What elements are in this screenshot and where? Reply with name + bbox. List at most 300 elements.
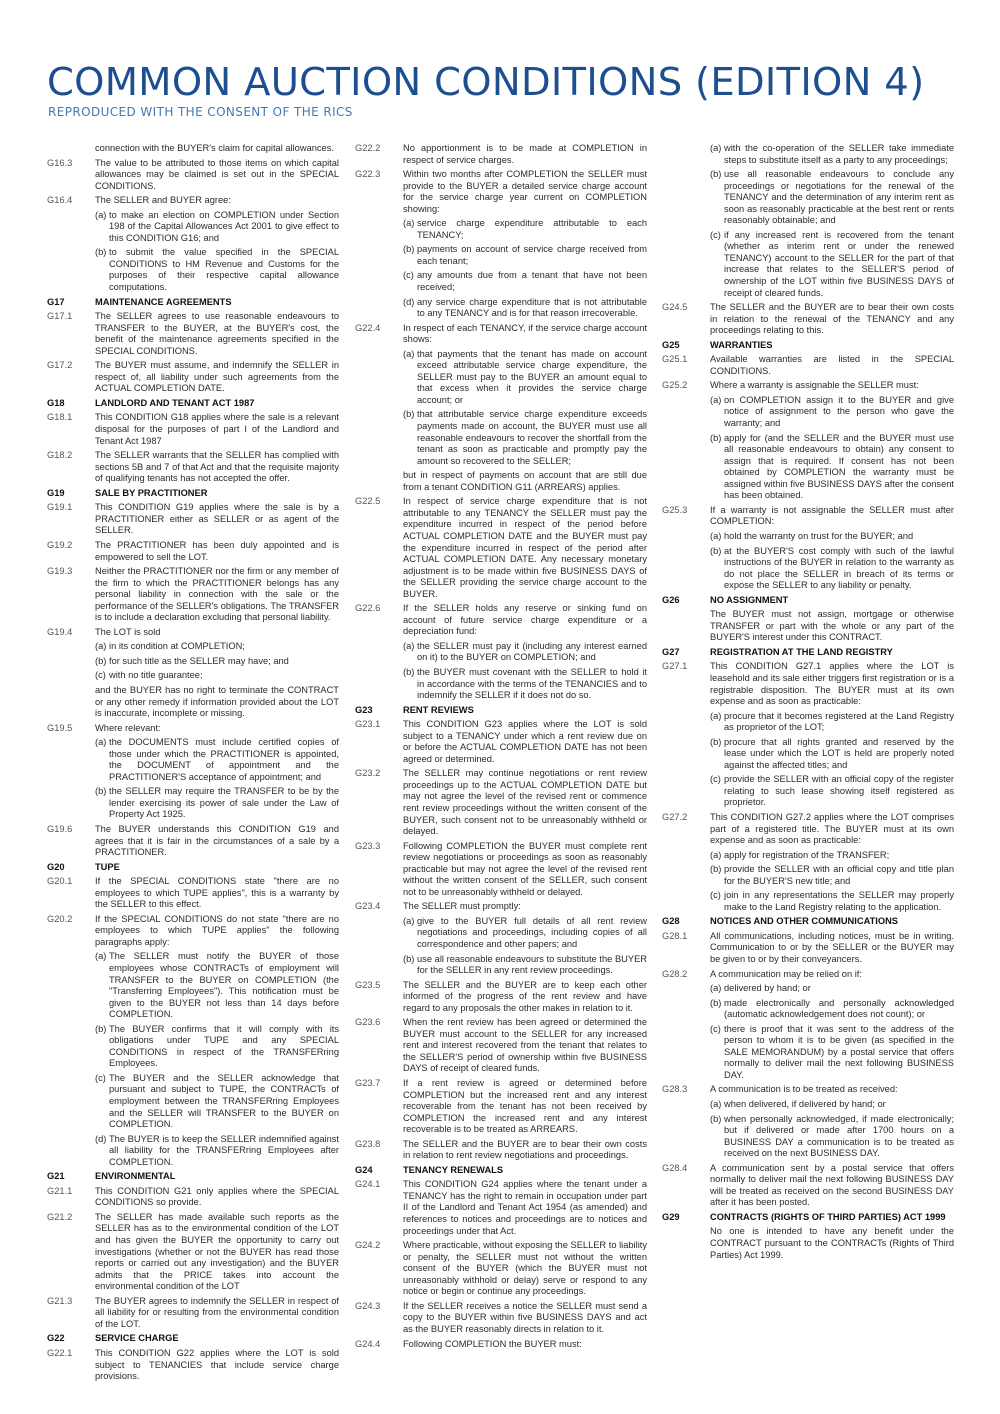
sub-clause-letter: (b) — [403, 244, 415, 255]
clause-body — [95, 1333, 339, 1345]
heading-text: LANDLORD AND TENANT ACT 1987 — [95, 397, 255, 408]
clause — [662, 812, 954, 913]
sub-clause-letter: (b) — [403, 666, 415, 677]
clause-number: G21.1 — [47, 1185, 73, 1196]
clause — [47, 502, 339, 537]
sub-clause-letter: (a) — [95, 209, 107, 220]
clause — [47, 360, 339, 395]
section-heading — [662, 916, 954, 928]
sub-clause-text: that attributable service charge expenditure exceeds payments made on account, the BUYER must use all reasonable endeavours to recover the shortfall from the tenant as soon as practicable and promptly pay the amount so recovered to the SELLER; — [417, 409, 647, 466]
sub-clause — [403, 641, 647, 664]
sub-clause — [403, 409, 647, 467]
clause-text: The SELLER and the BUYER are to bear their own costs in relation to the renewal of the TENANCY and any proceedings relating to this. — [710, 302, 954, 336]
clause-text: but in respect of payments on account that are still due from a tenant CONDITION G11 (ARREARS) applies. — [403, 470, 647, 492]
clause — [662, 354, 954, 377]
clause-number: G23.6 — [355, 1017, 381, 1028]
sub-clause — [710, 1099, 954, 1111]
clause — [662, 302, 954, 337]
clause-body — [710, 647, 954, 659]
clause-body — [95, 914, 339, 1168]
clause — [47, 876, 339, 911]
clause — [355, 1179, 647, 1237]
sub-clause-text: that payments that the tenant has made on account exceed attributable service charge expenditure, the SELLER must pay to the BUYER an amount equal to that excess when it provides the service charge account; or — [417, 348, 647, 405]
clause-text: This CONDITION G18 applies where the sale is a relevant disposal for the purposes of part I of the Landlord and Tenant Act 1987 — [95, 412, 339, 446]
clause-body — [710, 1163, 954, 1209]
clause-body — [403, 323, 647, 494]
sub-clause-text: to make an election on COMPLETION under Section 198 of the Capital Allowances Act 2001 to give effect to this CONDITION G16; and — [109, 209, 339, 243]
clause-body — [403, 169, 647, 320]
clause-number: G22.2 — [355, 143, 381, 153]
clause-number: G17.2 — [47, 360, 73, 371]
sub-clause-letter: (b) — [710, 169, 722, 180]
clause-number: G29 — [662, 1211, 680, 1222]
clause-number: G28 — [662, 916, 680, 927]
heading-text: TUPE — [95, 861, 120, 872]
sub-clause — [403, 270, 647, 293]
section-heading — [47, 1333, 339, 1345]
sub-clause-text: The BUYER is to keep the SELLER indemnified against all liability for the TRANSFERring Employees after COMPLETION. — [109, 1133, 339, 1167]
sub-clause-letter: (a) — [95, 737, 107, 748]
sub-clause-text: use all reasonable endeavours to conclude any proceedings or negotiations for the renewal of the TENANCY and the determination of any interim rent as soon as reasonably practicable at the best rent or rents reasonably obtainable; and — [724, 169, 954, 226]
clause-number: G25.3 — [662, 504, 688, 515]
clause — [47, 1212, 339, 1293]
clause-body — [95, 502, 339, 537]
clause-number: G28.3 — [662, 1084, 688, 1095]
clause-text: When the rent review has been agreed or determined the BUYER must account to the SELLER for any increased rent and interest recovered from the tenant that relates to the SELLER'S period of ownership within five BUSINESS DAYS of receipt of cleared funds. — [403, 1017, 647, 1074]
section-heading — [47, 1171, 339, 1183]
sub-clause-letter: (b) — [403, 953, 415, 964]
clause-body — [403, 1179, 647, 1237]
clause-text: Neither the PRACTITIONER nor the firm or any member of the firm to which the PRACTITIONER belongs has any personal liability in connection with the sale or the performance of the SELLER's obligations. The TRANSFER is to include a declaration excluding that personal liability. — [95, 566, 339, 623]
section-heading — [47, 862, 339, 874]
sub-clause-letter: (c) — [95, 670, 106, 681]
clause-body — [95, 360, 339, 395]
clause-body — [95, 876, 339, 911]
sub-clause-letter: (a) — [710, 710, 722, 721]
clause-number: G23.3 — [355, 840, 381, 851]
sub-clause-text: if any increased rent is recovered from the tenant (whether as interim rent or under the renewed TENANCY) account to the SELLER for the part of that increase that relates to the SELLER'S period of ownership of the LOT within five BUSINESS DAYS of receipt of cleared funds. — [724, 229, 954, 298]
text-column-3 — [662, 143, 954, 1264]
sub-clause-letter: (b) — [710, 736, 722, 747]
sub-clause-text: hold the warranty on trust for the BUYER; and — [724, 530, 914, 541]
clause-text: Where practicable, without exposing the SELLER to liability or penalty, the SELLER must not without the written consent of the BUYER (which the BUYER must not unreasonably withhold or delay) serve or respond to any notice or begin or continue any proceedings. — [403, 1240, 647, 1297]
clause-number: G17 — [47, 296, 65, 307]
sub-clause — [95, 656, 339, 668]
sub-clause-text: to submit the value specified in the SPECIAL CONDITIONS to HM Revenue and Customs for the purposes of their respective capital allowance computations. — [109, 247, 339, 293]
clause — [355, 603, 647, 701]
clause-body — [710, 916, 954, 928]
clause-text: If the SELLER holds any reserve or sinking fund on account of future service charge expenditure or a depreciation fund: — [403, 603, 647, 637]
clause-text: The SELLER and BUYER agree: — [95, 195, 231, 206]
clause-number: G27.2 — [662, 811, 688, 822]
sub-clause-text: made electronically and personally acknowledged (automatic acknowledgement does not count); or — [724, 997, 954, 1020]
clause-number: G19.6 — [47, 823, 73, 834]
sub-clause — [710, 531, 954, 543]
clause-number: G26 — [662, 594, 680, 605]
sub-clause-text: at the BUYER'S cost comply with such of the lawful instructions of the BUYER in relation to the warranty as do not place the SELLER in breach of its terms or expose the SELLER to any liability or penalty. — [724, 545, 954, 591]
clause-number: G18.2 — [47, 450, 73, 461]
clause-body — [95, 412, 339, 447]
clause-body — [95, 1296, 339, 1331]
clause-text: This CONDITION G19 applies where the sale is by a PRACTITIONER either as SELLER or as agent of the SELLER. — [95, 502, 339, 536]
sub-clause-text: the DOCUMENTS must include certified copies of those under which the PRACTITIONER is appointed, the DOCUMENT of appointment and the PRACTITIONER'S acceptance of appointment; and — [109, 737, 339, 782]
clause-body — [710, 505, 954, 592]
clause-number — [662, 143, 710, 299]
clause — [662, 1084, 954, 1159]
clause-number — [47, 143, 95, 155]
clause-text: The BUYER understands this CONDITION G19 and agrees that it is fair in the circumstances of a sale by a PRACTITIONER. — [95, 823, 339, 858]
clause — [355, 1339, 647, 1351]
clause-text: The BUYER must assume, and indemnify the SELLER in respect of, all liability under such agreements from the ACTUAL COMPLETION DATE. — [95, 360, 339, 394]
sub-clause — [95, 670, 339, 682]
clause — [47, 143, 339, 155]
clause — [662, 505, 954, 592]
sub-clause-letter: (b) — [710, 864, 722, 875]
sub-clause-letter: (a) — [710, 1099, 722, 1110]
sub-clause-text: on COMPLETION assign it to the BUYER and give notice of assignment to the person who gave the warranty; and — [724, 394, 954, 429]
section-heading — [47, 488, 339, 500]
clause-body — [95, 143, 339, 155]
clause-text: In respect of each TENANCY, if the service charge account shows: — [403, 322, 647, 345]
clause-number: G17.1 — [47, 311, 73, 322]
clause-body — [403, 603, 647, 701]
clause-body — [403, 496, 647, 600]
sub-clause-text: The BUYER and the SELLER acknowledge that pursuant and subject to TUPE, the CONTRACTs of employment between the TRANSFERring Employees and the SELLER will TRANSFER to the BUYER on COMPLETION. — [109, 1072, 339, 1130]
clause — [47, 1186, 339, 1209]
sub-clause-letter: (c) — [710, 1023, 721, 1034]
clause — [355, 1139, 647, 1162]
clause-body — [403, 705, 647, 717]
sub-clause-text: provide the SELLER with an official copy of the register relating to such lease showing itself registered as proprietor. — [724, 774, 954, 808]
clause-body — [403, 1078, 647, 1136]
sub-clause — [403, 218, 647, 241]
clause-body — [710, 969, 954, 1082]
clause-body — [95, 1348, 339, 1383]
clause — [47, 412, 339, 447]
sub-clause — [403, 297, 647, 320]
sub-clause-text: for such title as the SELLER may have; and — [109, 655, 289, 666]
clause — [662, 1163, 954, 1209]
clause — [355, 143, 647, 166]
clause-number: G28.4 — [662, 1162, 688, 1173]
sub-clause — [403, 244, 647, 267]
sub-clause-letter: (a) — [710, 849, 722, 860]
heading-text: WARRANTIES — [710, 339, 773, 350]
clause-number: G28.1 — [662, 930, 688, 941]
sub-clause — [710, 850, 954, 862]
section-heading — [662, 340, 954, 352]
clause-text: The LOT is sold — [95, 626, 161, 637]
clause-body — [403, 1301, 647, 1336]
heading-text: SERVICE CHARGE — [95, 1333, 179, 1344]
clause-text: This CONDITION G22 applies where the LOT is sold subject to TENANCIES that include service charge provisions. — [95, 1347, 339, 1382]
heading-text: RENT REVIEWS — [403, 704, 474, 715]
sub-clause-text: with the co-operation of the SELLER take immediate steps to substitute itself as a party to any proceedings; — [724, 143, 954, 165]
clause — [355, 1301, 647, 1336]
sub-clause — [710, 143, 954, 166]
sub-clause-letter: (c) — [710, 890, 721, 901]
clause-body — [403, 719, 647, 765]
text-column-2 — [355, 143, 647, 1353]
clause-body — [710, 340, 954, 352]
sub-clause-text: any service charge expenditure that is not attributable to any TENANCY and is for that reason irrecoverable. — [417, 296, 647, 319]
clause-body — [710, 1226, 954, 1261]
clause-body — [710, 302, 954, 337]
sub-clause-letter: (b) — [95, 786, 107, 797]
clause-body — [95, 1212, 339, 1293]
sub-clause-letter: (b) — [95, 1023, 107, 1034]
sub-clause-text: when personally acknowledged, if made electronically; but if delivered or made after 1700 hours on a BUSINESS DAY a communication is to be treated as received on the next BUSINESS DAY. — [724, 1113, 954, 1159]
clause-number: G19.2 — [47, 539, 73, 550]
sub-clause-letter: (c) — [710, 774, 721, 785]
sub-clause-text: give to the BUYER full details of all rent review negotiations and proceedings, including copies of all correspondence and other papers; and — [417, 915, 647, 949]
clause-number: G16.4 — [47, 195, 73, 206]
clause-body — [403, 841, 647, 899]
clause-body — [403, 1240, 647, 1298]
clause-body — [95, 862, 339, 874]
clause-number: G24.2 — [355, 1240, 381, 1251]
sub-clause — [710, 546, 954, 592]
sub-clause-letter: (a) — [403, 348, 415, 359]
clause-text: The SELLER must promptly: — [403, 901, 521, 912]
sub-clause-letter: (a) — [710, 530, 722, 541]
sub-clause-letter: (c) — [95, 1072, 106, 1083]
clause-body — [95, 398, 339, 410]
clause-body — [95, 488, 339, 500]
sub-clause-letter: (a) — [710, 143, 722, 153]
clause — [662, 931, 954, 966]
sub-clause-text: the SELLER may require the TRANSFER to be by the lender exercising its power of sale under the Law of Property Act 1925. — [109, 786, 339, 820]
clause-text: The BUYER must not assign, mortgage or otherwise TRANSFER or part with the whole or any part of the BUYER'S interest under this CONTRACT. — [710, 609, 954, 643]
clause-body — [710, 931, 954, 966]
clause-number: G22.5 — [355, 496, 381, 507]
heading-text: CONTRACTS (RIGHTS OF THIRD PARTIES) ACT 1999 — [710, 1211, 946, 1222]
heading-text: NOTICES AND OTHER COMMUNICATIONS — [710, 916, 898, 927]
sub-clause-letter: (d) — [95, 1133, 107, 1144]
sub-clause-letter: (b) — [95, 655, 107, 666]
heading-text: SALE BY PRACTITIONER — [95, 487, 208, 498]
clause — [662, 380, 954, 501]
clause — [355, 841, 647, 899]
clause-body — [95, 1171, 339, 1183]
clause-body — [95, 311, 339, 357]
section-heading — [662, 1212, 954, 1224]
sub-clause — [710, 890, 954, 913]
clause — [47, 1296, 339, 1331]
sub-clause — [403, 667, 647, 702]
clause-text: This CONDITION G27.1 applies where the LOT is leasehold and its sale either triggers first registration or is a registrable disposition. The BUYER must at its own expense and as soon as practicable: — [710, 661, 954, 707]
clause-number: G27.1 — [662, 661, 688, 672]
sub-clause — [95, 951, 339, 1020]
clause-text: If the SELLER receives a notice the SELLER must send a copy to the BUYER within five BUSINESS DAYS and act as the BUYER reasonably directs in relation to it. — [403, 1300, 647, 1334]
sub-clause-letter: (a) — [95, 641, 107, 652]
clause-number: G22.4 — [355, 322, 381, 333]
sub-clause — [710, 983, 954, 995]
clause — [355, 1240, 647, 1298]
clause-number: G24.5 — [662, 302, 688, 313]
sub-clause-letter: (a) — [710, 394, 722, 405]
sub-clause — [95, 1073, 339, 1131]
clause — [355, 980, 647, 1015]
clause-text: No apportionment is to be made at COMPLETION in respect of service charges. — [403, 143, 647, 165]
sub-clause — [710, 230, 954, 299]
clause-body — [95, 566, 339, 624]
clause-number: G18 — [47, 397, 65, 408]
clause-text: The SELLER and the BUYER are to bear their own costs in relation to rent review negotiations and proceedings. — [403, 1138, 647, 1161]
clause — [47, 723, 339, 821]
clause-text: connection with the BUYER's claim for capital allowances. — [95, 143, 334, 153]
sub-clause — [95, 210, 339, 245]
sub-clause — [710, 169, 954, 227]
clause — [47, 311, 339, 357]
clause-text: The SELLER warrants that the SELLER has complied with sections 5B and 7 of that Act and that the requisite majority of qualifying tenants has not accepted the offer. — [95, 450, 339, 484]
clause-body — [710, 1212, 954, 1224]
clause-number: G23.2 — [355, 768, 381, 779]
sub-clause-text: service charge expenditure attributable to each TENANCY; — [417, 218, 647, 240]
sub-clause-letter: (b) — [403, 409, 415, 420]
clause-text: The SELLER and the BUYER are to keep each other informed of the progress of the rent review and have regard to any proposals the other makes in relation to it. — [403, 979, 647, 1013]
clause-text: Following COMPLETION the BUYER must complete rent review negotiations or proceedings as soon as reasonably practicable but may not agree the level of the revised rent without the written consent of the SELLER, such consent not to be unreasonably withheld or delayed. — [403, 840, 647, 897]
sub-clause — [95, 786, 339, 821]
clause-text: Where a warranty is assignable the SELLER must: — [710, 380, 919, 391]
clause-number: G21.3 — [47, 1295, 73, 1306]
clause-number: G28.2 — [662, 968, 688, 979]
clause-number: G22.3 — [355, 169, 381, 180]
sub-clause-text: delivered by hand; or — [724, 983, 811, 994]
clause — [355, 169, 647, 320]
clause-body — [95, 158, 339, 193]
sub-clause-text: the BUYER must covenant with the SELLER to hold it in accordance with the terms of the TENANCIES and to indemnify the SELLER if it does not do so. — [417, 666, 647, 701]
clause — [355, 496, 647, 600]
sub-clause-letter: (c) — [710, 229, 721, 240]
clause-text: The PRACTITIONER has been duly appointed and is empowered to sell the LOT. — [95, 539, 339, 562]
clause-body — [710, 609, 954, 644]
clause-text: Within two months after COMPLETION the SELLER must provide to the BUYER a detailed service charge account for the service charge year current on COMPLETION showing: — [403, 169, 647, 214]
clause-number: G20 — [47, 861, 65, 872]
clause-text: This CONDITION G27.2 applies where the LOT comprises part of a registered title. The BUYER must at its own expense and as soon as practicable: — [710, 811, 954, 846]
clause-body — [710, 143, 954, 299]
sub-clause — [710, 395, 954, 430]
sub-clause-text: The BUYER confirms that it will comply with its obligations under TUPE and any SPECIAL CONDITIONS in respect of the TRANSFERring Employees. — [109, 1023, 339, 1069]
clause — [47, 627, 339, 720]
page-subtitle: REPRODUCED WITH THE CONSENT OF THE RICS — [48, 105, 353, 119]
clause-text: If a rent review is agreed or determined before COMPLETION but the increased rent and any interest recoverable from the tenant has not been received by COMPLETION the increased rent and any interest recoverable is to be treated as ARREARS. — [403, 1078, 647, 1135]
sub-clause-text: join in any representations the SELLER may properly make to the Land Registry relating to the application. — [724, 890, 954, 912]
clause — [47, 566, 339, 624]
clause-body — [403, 901, 647, 976]
clause-text: Following COMPLETION the BUYER must: — [403, 1338, 582, 1349]
sub-clause-letter: (a) — [403, 218, 415, 229]
clause-body — [710, 812, 954, 913]
clause-text: The BUYER agrees to indemnify the SELLER in respect of all liability for or resulting from the environmental condition of the LOT. — [95, 1295, 339, 1329]
sub-clause — [710, 774, 954, 809]
clause-body — [95, 1186, 339, 1209]
clause-number: G27 — [662, 646, 680, 657]
clause-body — [95, 824, 339, 859]
clause-body — [95, 195, 339, 293]
clause-text: Available warranties are listed in the SPECIAL CONDITIONS. — [710, 354, 954, 376]
clause-body — [710, 380, 954, 501]
sub-clause — [710, 864, 954, 887]
clause-number: G24.3 — [355, 1300, 381, 1311]
clause-text: All communications, including notices, must be in writing. Communication to or by the SELLER or the BUYER may be given to or by their conveyancers. — [710, 930, 954, 964]
clause-number: G19.3 — [47, 566, 73, 577]
sub-clause-letter: (d) — [403, 296, 415, 307]
sub-clause — [95, 641, 339, 653]
clause-body — [710, 595, 954, 607]
clause-number: G20.1 — [47, 876, 73, 887]
clause-text: This CONDITION G24 applies where the tenant under a TENANCY has the right to remain in occupation under part II of the Landlord and Tenant Act 1954 (as amended) and references to notices and proceedings are to notices and proceedings under that Act. — [403, 1179, 647, 1236]
clause-number: G19 — [47, 487, 65, 498]
sub-clause — [95, 737, 339, 783]
heading-text: ENVIRONMENTAL — [95, 1171, 176, 1182]
clause-number: G23.7 — [355, 1078, 381, 1089]
clause — [47, 540, 339, 563]
section-heading — [355, 705, 647, 717]
clause — [662, 143, 954, 299]
section-heading — [47, 297, 339, 309]
sub-clause-letter: (a) — [403, 915, 415, 926]
clause-number: G24.1 — [355, 1179, 381, 1190]
sub-clause-letter: (b) — [95, 247, 107, 258]
sub-clause-text: apply for registration of the TRANSFER; — [724, 849, 890, 860]
clause — [47, 158, 339, 193]
clause — [662, 609, 954, 644]
clause — [355, 901, 647, 976]
clause — [355, 1017, 647, 1075]
sub-clause-text: The SELLER must notify the BUYER of those employees whose CONTRACTs of employment will TRANSFER to the BUYER on COMPLETION (the "Transferring Employees"). This notification must be given to the BUYER not less than 14 days before COMPLETION. — [109, 951, 339, 1020]
sub-clause-text: provide the SELLER with an official copy and title plan for the BUYER'S new title; and — [724, 864, 954, 886]
sub-clause-text: with no title guarantee; — [109, 670, 203, 681]
clause-body — [403, 1139, 647, 1162]
sub-clause — [95, 1024, 339, 1070]
sub-clause — [95, 247, 339, 293]
sub-clause-text: in its condition at COMPLETION; — [109, 641, 245, 652]
clause-text: The SELLER has made available such reports as the SELLER has as to the environmental condition of the LOT and has given the BUYER the opportunity to carry out investigations (whether or not the BUYER has read those reports or carried out any investigation) and the BUYER admits that the PRICE takes into account the environmental condition of the LOT — [95, 1211, 339, 1292]
clause-number: G25.2 — [662, 380, 688, 391]
clause — [47, 195, 339, 293]
clause-body — [95, 540, 339, 563]
clause — [47, 824, 339, 859]
clause-number: G18.1 — [47, 412, 73, 423]
clause-body — [95, 450, 339, 485]
clause-body — [95, 297, 339, 309]
clause — [355, 323, 647, 494]
section-heading — [662, 595, 954, 607]
clause-body — [710, 661, 954, 809]
clause — [662, 661, 954, 809]
clause-number: G23.5 — [355, 979, 381, 990]
clause-body — [403, 768, 647, 837]
clause-body — [403, 980, 647, 1015]
sub-clause-letter: (b) — [710, 997, 722, 1008]
clause-text: This CONDITION G23 applies where the LOT is sold subject to a TENANCY under which a rent review due on or before the ACTUAL COMPLETION DATE has not been agreed or determined. — [403, 719, 647, 764]
sub-clause — [710, 711, 954, 734]
clause-number: G16.3 — [47, 157, 73, 168]
heading-text: TENANCY RENEWALS — [403, 1164, 504, 1175]
clause — [355, 1078, 647, 1136]
clause-text: If the SPECIAL CONDITIONS do not state "there are no employees to which TUPE applies" the following paragraphs apply: — [95, 913, 339, 947]
sub-clause-text: the SELLER must pay it (including any interest earned on it) to the BUYER on COMPLETION; and — [417, 640, 647, 663]
clause — [662, 969, 954, 1082]
clause-number: G21 — [47, 1171, 65, 1182]
clause-number: G19.5 — [47, 722, 73, 733]
sub-clause-text: use all reasonable endeavours to substitute the BUYER for the SELLER in any rent review proceedings. — [417, 953, 647, 976]
clause-text: A communication sent by a postal service that offers normally to deliver mail the next following BUSINESS DAY will be treated as received on the second BUSINESS DAY after it has been posted. — [710, 1162, 954, 1208]
sub-clause — [403, 916, 647, 951]
clause-number: G23.1 — [355, 719, 381, 730]
sub-clause-text: payments on account of service charge received from each tenant; — [417, 244, 647, 266]
